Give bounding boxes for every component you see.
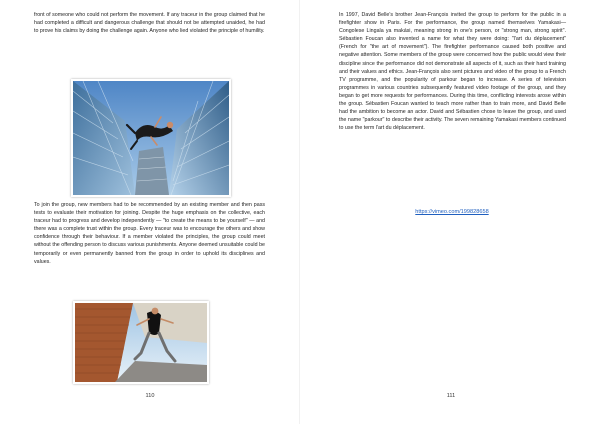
left-paragraph-1: front of someone who could not perform the movement. If any traceur in the group claimed that he had completed a difficult and dangerous challenge that should not be attempted unaided, he had to prove his claims by doing the challenge again. Anyone who lied violated the principle of humility.: [34, 12, 265, 35]
right-paragraph-1: In 1997, David Belle's brother Jean-François invited the group to perform for the public in a firefighter show in Paris. For the performance, the group named themselves Yamakasi—Congolese Lingala ya makási, meaning strong in one's person, or "strong man, strong spirit". Sébastien Foucan also invented a name for what they were doing: "l'art du déplacement" (French for "the art of movement"). The firefighter performance caused both positive and negative attention. Some members of the group were concerned how the public would view their discipline since the performance did not demonstrate all aspects of it, such as their hard training and their values and ethics. Jean-François also sent pictures and video of the group to a French TV programme, and the popularity of parkour began to increase. A series of television programmes in various countries subsequently featured video footage of the group, and they began to get more requests for performances. During this time, conflicting interests arose within the group. Sébastien Foucan wanted to teach more rather than to train more, and David Belle had the ambition to become an actor. David and Sébastien chose to leave the group, and used the name "parkour" to describe their activity. The seven remaining Yamakasi members continued to use the term l'art du déplacement.: [339, 12, 566, 132]
photo-traceur-wall-image: [75, 303, 207, 382]
left-paragraph-2: To join the group, new members had to be recommended by an existing member and then pass tests to evaluate their motivation for joining. Despite the huge emphasis on the collective, each traceur had to progress and develop independently — "to create the means to be yourself" — and there was a complete trust within the group. Every traceur was to encourage the others and show confidence through their behaviour. If a member violated the principles, the group could meet without the offending person to discuss various punishments. Anyone deemed unsuitable could be temporarily or even permanently banned from the group in order to uphold its disciplines and values.: [34, 202, 265, 265]
photo-traceur-buildings-image: [73, 81, 229, 195]
page-number-left: 110: [145, 393, 155, 399]
photo-traceur-buildings: [71, 79, 231, 197]
photo-traceur-wall: [73, 301, 209, 384]
right-page: [300, 0, 600, 424]
vimeo-link[interactable]: https://vimeo.com/199828658: [415, 209, 489, 215]
page-number-right: 111: [446, 393, 456, 399]
